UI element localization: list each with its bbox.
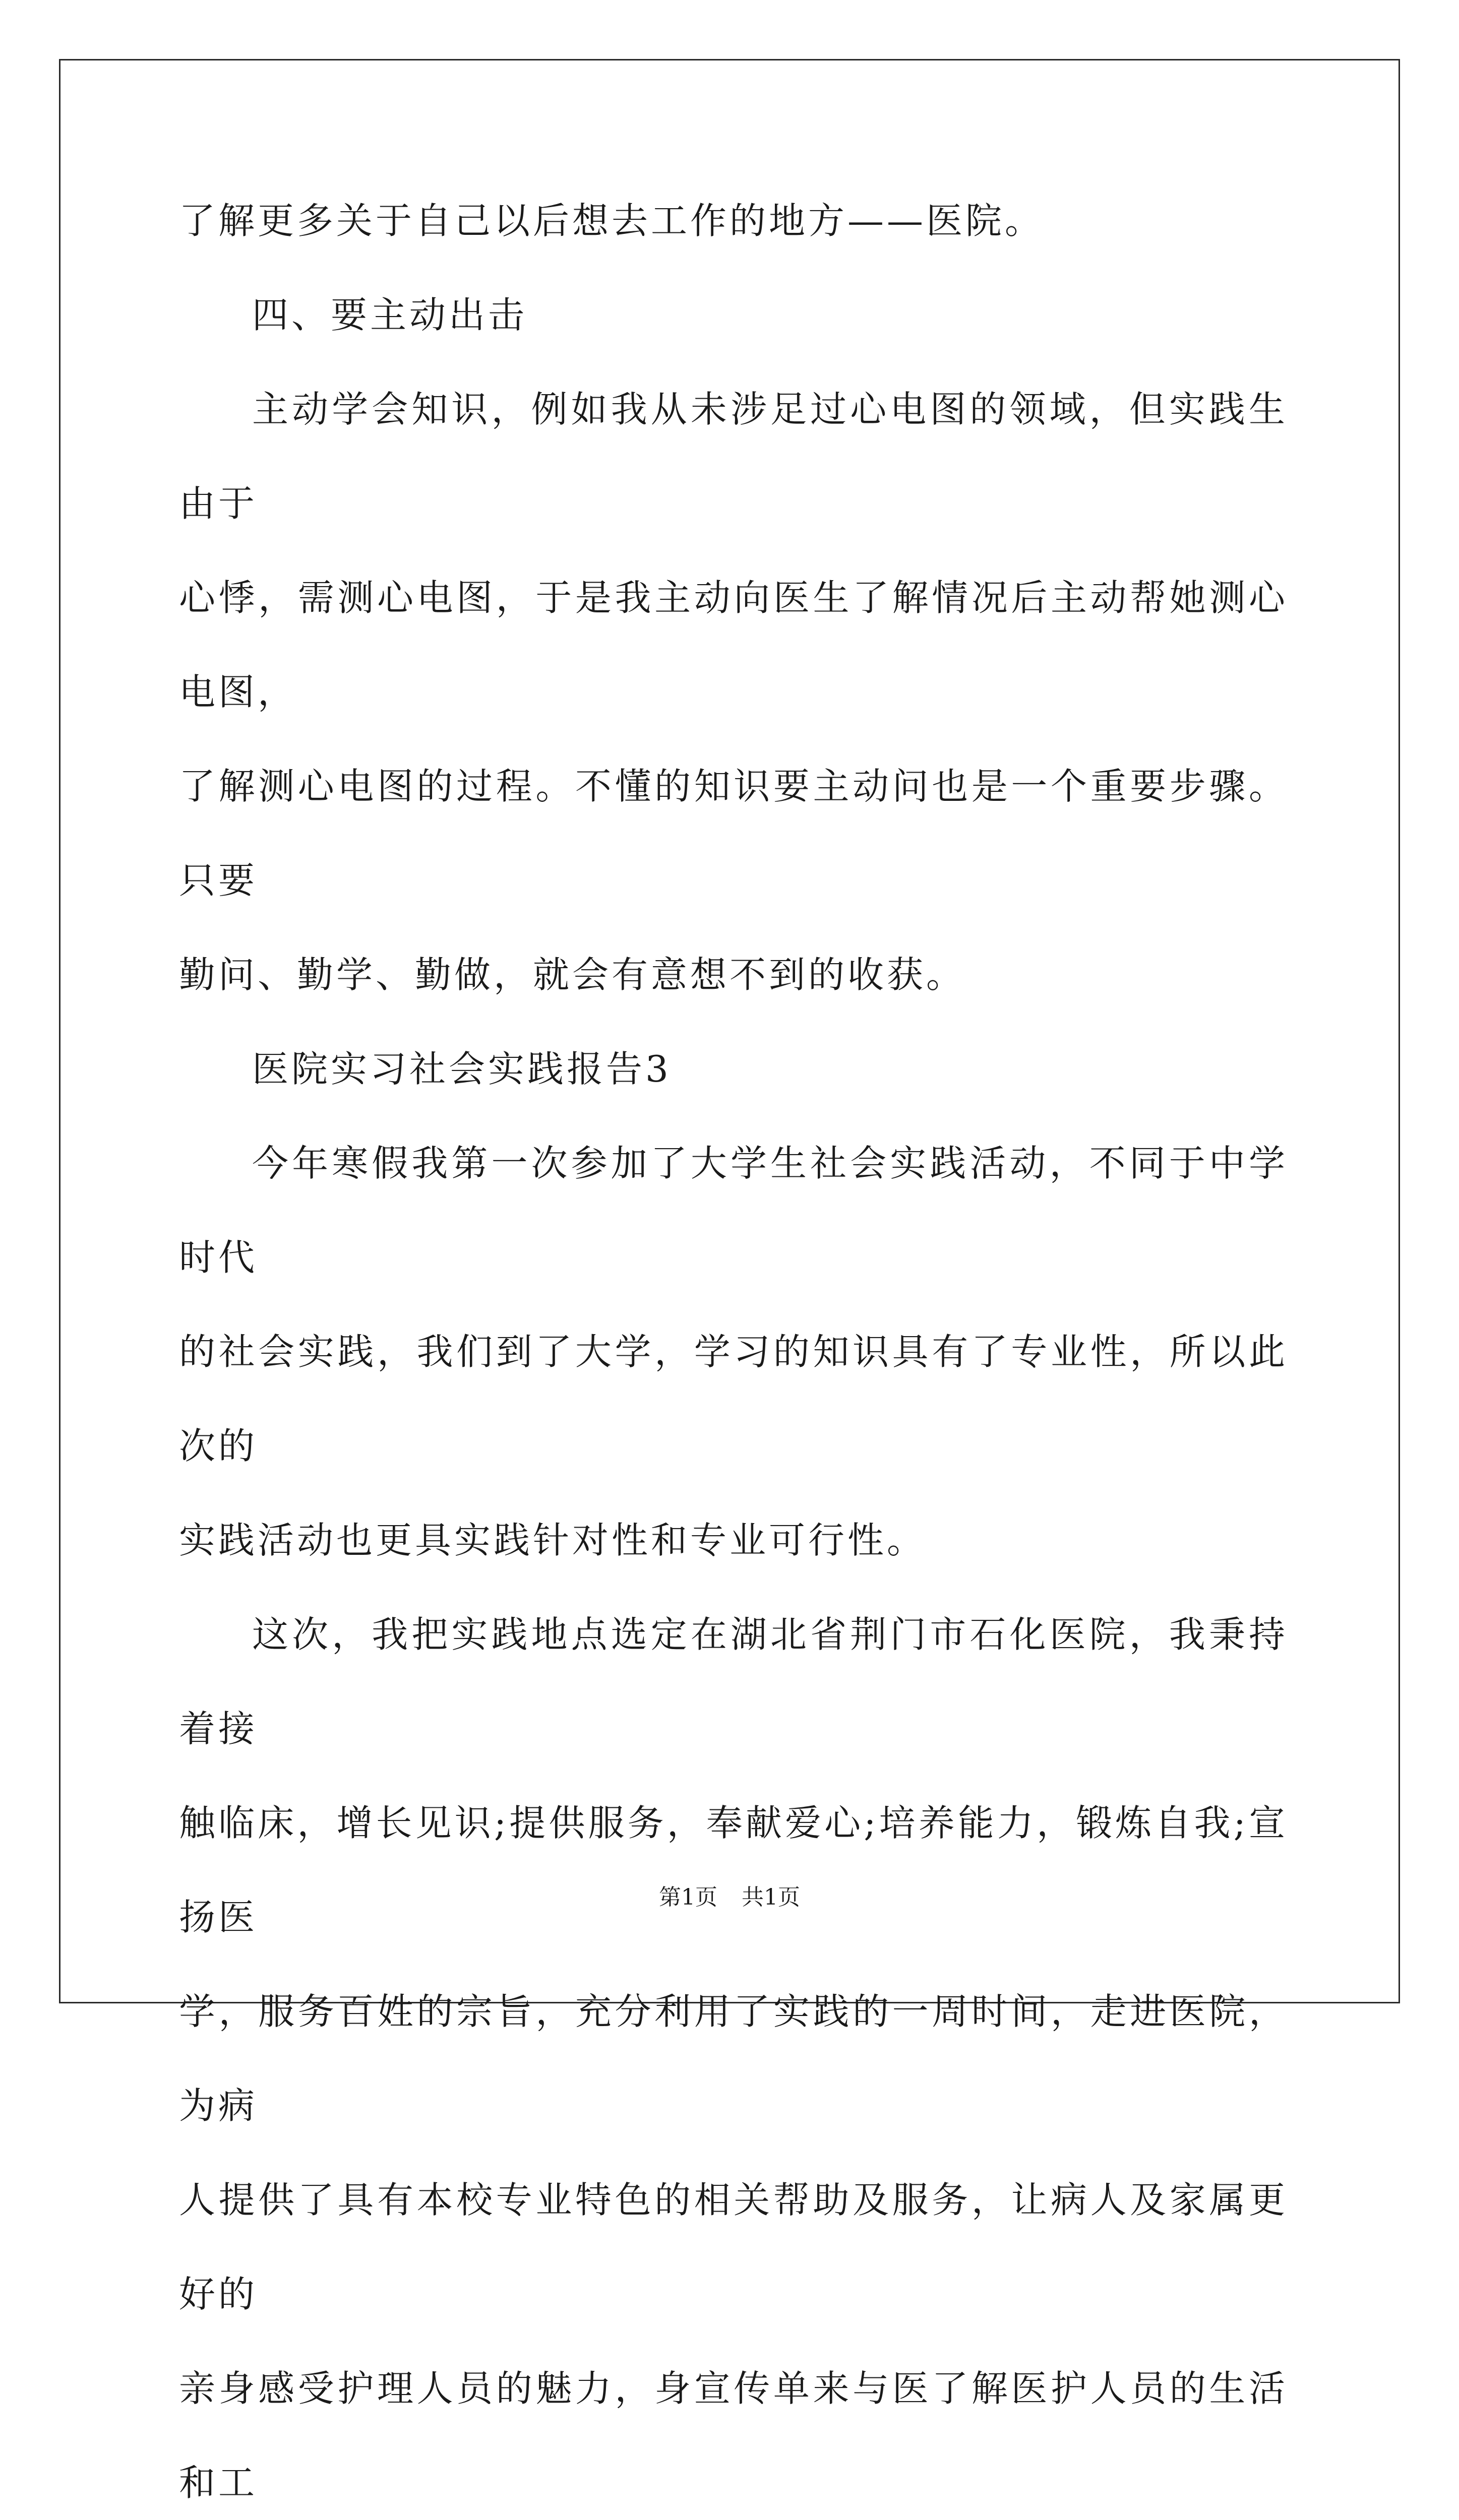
- text-line: 人提供了具有本校专业特色的相关帮助及服务，让病人及家属更好的: [179, 2179, 1288, 2315]
- page-number: 第1页: [659, 1884, 717, 1910]
- text-line: 实践活动也更具实践针对性和专业可行性。: [179, 1519, 927, 1561]
- page-total: 共1页: [742, 1884, 800, 1910]
- section-heading: 四、要主动出击: [252, 294, 528, 336]
- text-line: 了解更多关于自己以后想去工作的地方——医院。: [179, 200, 1045, 242]
- text-line: 今年寒假我第一次参加了大学生社会实践活动，不同于中学时代: [179, 1142, 1288, 1279]
- text-line: 触临床，增长见识;提供服务，奉献爱心;培养能力，锻炼自我;宣扬医: [179, 1802, 1288, 1938]
- text-line: 心悸，需测心电图，于是我主动向医生了解情况后主动帮她测心电图，: [179, 577, 1288, 713]
- text-line: 的社会实践，我们到了大学，学习的知识具有了专业性，所以此次的: [179, 1331, 1288, 1467]
- report-title: 医院实习社会实践报告3: [252, 1048, 672, 1090]
- text-line: 了解测心电图的过程。不懂的知识要主动问也是一个重要步骤。只要: [179, 765, 1288, 902]
- text-line: 学，服务百姓的宗旨，充分利用了实践的一周时间，走进医院，为病: [179, 1990, 1288, 2127]
- page-footer: [0, 1882, 1459, 1913]
- text-line: 亲身感受护理人员的魅力，身宣传单来与医了解医护人员的生活和工: [179, 2367, 1288, 2504]
- text-line: 勤问、勤学、勤做，就会有意想不到的收获。: [179, 954, 966, 996]
- document-body: [179, 174, 1288, 2520]
- text-line: 主动学会知识，例如我从未涉足过心电图的领域，但实践生由于: [179, 388, 1288, 525]
- text-line: 这次，我把实践地点选定在湖北省荆门市石化医院，我秉持着接: [179, 1613, 1288, 1750]
